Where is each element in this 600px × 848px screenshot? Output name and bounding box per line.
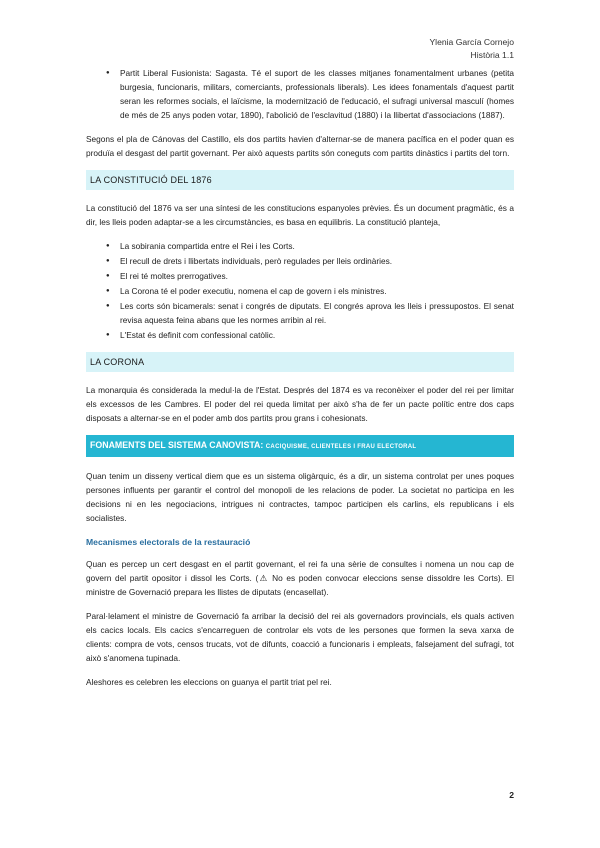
author-name: Ylenia García Cornejo [429, 37, 514, 47]
page-number: 2 [509, 790, 514, 800]
list-item: ● L'Estat és definit com confessional catòlic. [120, 328, 514, 342]
subject-label: Història 1.1 [470, 50, 514, 60]
list-item: ● Partit Liberal Fusionista: Sagasta. Té el suport de les classes mitjanes fonamentalment urbanes (petita burgesia, funcionaris, militars, comerciants, professionals liberals). Les idees fonamentals d'aquest partit seran les reformes socials, el laïcisme, la modernització de l'educació, el sufragi universal masculí (homes de més de 25 anys poden votar, 1890), l'abolició de l'esclavitud (1880) i la llibertat d'associacions (1887). [120, 66, 514, 122]
list-item: ● La Corona té el poder executiu, nomena el cap de govern i els ministres. [120, 284, 514, 298]
mecanismes-paragraph-2: Paral·lelament el ministre de Governació fa arribar la decisió del rei als governadors provincials, els quals activen els cacics locals. Els cacics s'encarreguen de controlar els vots de les persones que formen la seva xarxa de clients: compra de vots, censos trucats, vot de difunts, coacció a funcionaris i empleats, falsejament del sufragi, tot això s'anomena tupinada. [86, 611, 514, 663]
intro-bullet-list [86, 66, 514, 122]
document-body [86, 66, 514, 699]
list-item: ● La sobirania compartida entre el Rei i les Corts. [120, 239, 514, 253]
constitucio-bullet-list [86, 239, 514, 342]
list-item: ● El recull de drets i llibertats individuals, però regulades per lleis ordinàries. [120, 254, 514, 268]
constitucio-paragraph: La constitució del 1876 va ser una síntesi de les constitucions espanyoles prèvies. És un document pragmàtic, és a dir, les lleis poden adaptar-se a les circumstàncies, es basa en equilibris. La constitució planteja, [86, 203, 514, 227]
fonaments-paragraph: Quan tenim un disseny vertical diem que es un sistema oligàrquic, és a dir, un sistema controlat per unes poques persones influents per garantir el control del monopoli de les relacions de poder. La societat no participa en les decisions ni en les negociacions, intrigues ni contractes, tampoc participen els carlins, els republicans i els socialistes. [86, 471, 514, 523]
section-heading-corona: LA CORONA [86, 352, 514, 372]
section-heading-fonaments [86, 435, 514, 457]
section-heading-constitucio: LA CONSTITUCIÓ DEL 1876 [86, 170, 514, 190]
intro-paragraph: Segons el pla de Cánovas del Castillo, els dos partits havien d'alternar-se de manera pacífica en el poder quan es produïa el desgast del partit governant. Per això aquests partits són coneguts com partits dinàstics i partits del torn. [86, 134, 514, 158]
list-item: ● El rei té moltes prerrogatives. [120, 269, 514, 283]
mecanismes-subheading: Mecanismes electorals de la restauració [86, 537, 251, 547]
list-item: ● Les corts són bicamerals: senat i congrés de diputats. El congrés aprova les lleis i pressupostos. El senat revisa aquesta feina abans que les normes arribin al rei. [120, 299, 514, 327]
corona-paragraph: La monarquia és considerada la medul·la de l'Estat. Després del 1874 es va reconèixer el poder del rei per limitar els excessos de les Cambres. El poder del rei queda limitat per això s'ha de fer un pacte polític entre dos caps disposats a alternar-se en el poder amb dos partits prou grans i cohesionats. [86, 385, 514, 423]
mecanismes-paragraph-3: Aleshores es celebren les eleccions on guanya el partit triat pel rei. [86, 677, 332, 687]
mecanismes-paragraph-1: Quan es percep un cert desgast en el partit governant, el rei fa una sèrie de consultes i nomena un nou cap de govern del partit opositor i dissol les Corts. (⚠ No es poden convocar eleccions sense dissoldre les Corts). El ministre de Governació prepara les llistes de diputats (encasellat). [86, 559, 514, 597]
page-header [429, 36, 514, 62]
fonaments-heading-main: FONAMENTS DEL SISTEMA CANOVISTA: [90, 440, 264, 450]
fonaments-heading-sub: CACIQUISME, CLIENTELES I FRAU ELECTORAL [265, 444, 417, 450]
